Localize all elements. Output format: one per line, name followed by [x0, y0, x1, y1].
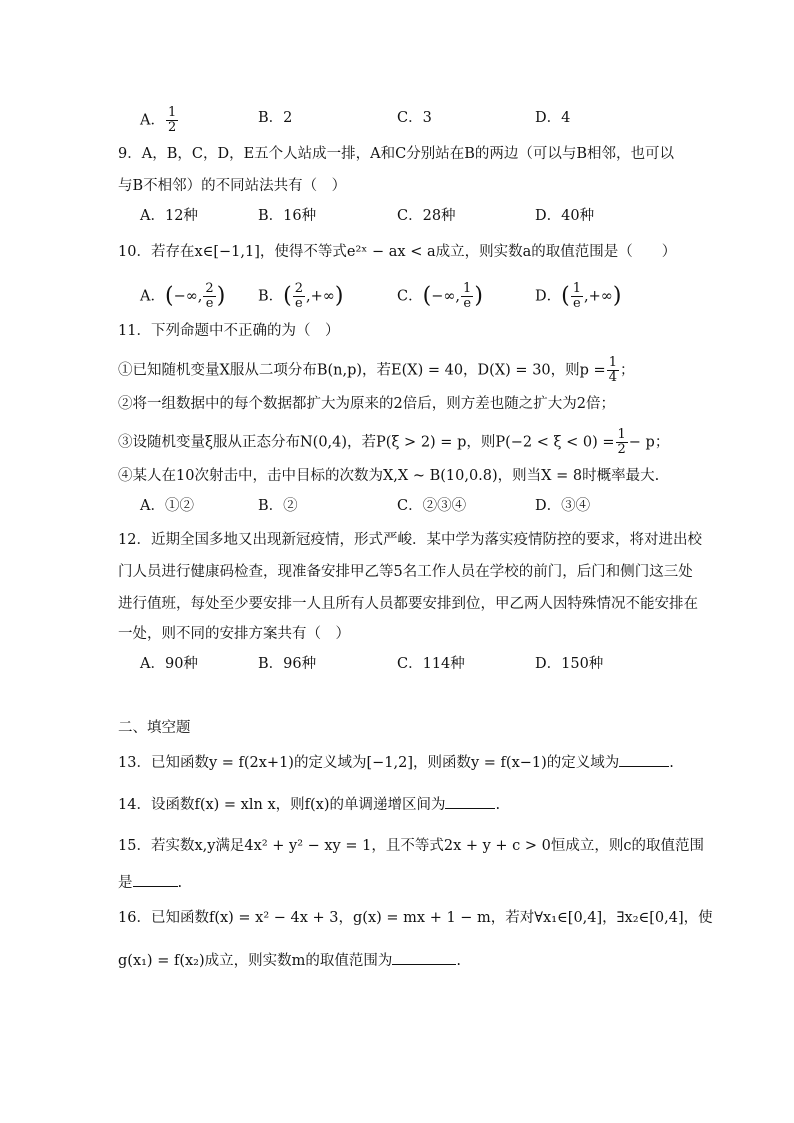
q11-statement-2: ②将一组数据中的每个数据都扩大为原来的2倍后，则方差也随之扩大为2倍； — [118, 396, 615, 412]
q10-option-b-fraction — [293, 282, 305, 311]
q14-answer-blank — [445, 794, 495, 809]
q12-option-d: D．150种 — [535, 656, 604, 672]
fraction-denominator: e — [463, 296, 472, 311]
q15-answer-blank — [133, 872, 178, 887]
q12-line-3: 进行值班，每处至少要安排一人且所有人员都要安排到位，甲乙两人因特殊情况不能安排在 — [118, 596, 698, 612]
q10-option-d-label: D． — [535, 288, 562, 305]
q16-line-2-text: g(x₁) = f(x₂)成立，则实数m的取值范围为 — [118, 953, 393, 969]
q10-option-c-fraction — [461, 282, 473, 311]
q16-end: . — [456, 953, 461, 969]
fraction-denominator: 2 — [167, 120, 177, 135]
q10-option-c — [397, 282, 483, 311]
q14-line — [118, 794, 500, 815]
q8-option-a-label: A． — [140, 112, 165, 129]
fraction-denominator: e — [295, 296, 303, 311]
q8-option-a-fraction — [166, 106, 178, 135]
q10-option-d-right: ,+∞ — [584, 288, 613, 305]
fraction-denominator: e — [573, 296, 581, 311]
q16-answer-blank — [392, 950, 456, 965]
paren-open: ( — [561, 283, 570, 309]
fraction-numerator: 1 — [463, 281, 472, 296]
q15-line-2-text: 是 — [118, 875, 133, 891]
paren-close: ) — [216, 283, 226, 309]
q11-option-a: A．①② — [140, 498, 194, 514]
q9-line-2: 与B不相邻）的不同站法共有（ ） — [118, 178, 347, 194]
q12-option-a: A．90种 — [140, 656, 198, 672]
q13-line — [118, 752, 674, 773]
q16-line-1: 16．已知函数f(x) = x² − 4x + 3，g(x) = mx + 1 − m，若对∀x₁∈[0,4]，∃x₂∈[0,4]，使 — [118, 910, 713, 926]
q10-option-b — [258, 282, 343, 311]
q12-line-1: 12．近期全国多地又出现新冠疫情，形式严峻．某中学为落实疫情防控的要求，将对进出校 — [118, 532, 702, 548]
q11-statement-1-text: ①已知随机变量X服从二项分布B(n,p)，若E(X) = 40，D(X) = 30，则p = — [118, 362, 606, 379]
q11-statement-1 — [118, 356, 634, 385]
q13-end: . — [669, 755, 674, 771]
q9-option-c: C．28种 — [397, 208, 456, 224]
q15-end: . — [177, 875, 183, 891]
paren-open: ( — [164, 283, 174, 309]
q16-line-2 — [118, 950, 461, 971]
section-heading: 二、填空题 — [118, 720, 191, 736]
q15-line-1: 15．若实数x,y满足4x² + y² − xy = 1，且不等式2x + y + c > 0恒成立，则c的取值范围 — [118, 838, 705, 854]
q10-option-a-label: A． — [140, 288, 165, 305]
paren-open: ( — [422, 283, 432, 309]
q11-statement-3 — [118, 428, 669, 457]
q10-option-d-fraction — [571, 282, 583, 311]
q11-statement-3-fraction — [616, 428, 628, 457]
paren-close: ) — [474, 283, 483, 309]
q13-text: 13．已知函数y = f(2x+1)的定义域为[−1,2]，则函数y = f(x−1)的定义域为 — [118, 755, 620, 771]
q14-end: . — [495, 797, 501, 813]
q8-option-a — [140, 106, 179, 135]
q11-statement-4: ④某人在10次射击中，击中目标的次数为X,X ~ B(10,0.8)，则当X = 8时概率最大. — [118, 468, 660, 484]
q9-option-b: B．16种 — [258, 208, 317, 224]
q10-option-a — [140, 282, 225, 311]
q9-option-a: A．12种 — [140, 208, 198, 224]
paren-close: ) — [334, 283, 344, 309]
q8-option-d: D．4 — [535, 110, 571, 126]
q9-line-1: 9．A，B，C，D，E五个人站成一排，A和C分别站在B的两边（可以与B相邻，也可以 — [118, 146, 675, 162]
fraction-numerator: 2 — [294, 281, 304, 296]
q9-option-d: D．40种 — [535, 208, 595, 224]
q14-text: 14．设函数f(x) = xln x，则f(x)的单调递增区间为 — [118, 797, 446, 813]
q11-statement-1-fraction — [607, 356, 619, 385]
q11-option-b: B．② — [258, 498, 298, 514]
q11-statement-1-end: ； — [619, 362, 635, 379]
q10-option-c-left: −∞, — [431, 288, 461, 305]
q12-option-c: C．114种 — [397, 656, 465, 672]
q10-option-d — [535, 282, 621, 311]
q11-statement-3-text: ③设随机变量ξ服从正态分布N(0,4)，若P(ξ > 2) = p，则P(−2 < ξ < 0) = — [118, 434, 615, 451]
q10-option-c-label: C． — [397, 288, 423, 305]
paren-close: ) — [612, 283, 622, 309]
fraction-denominator: e — [205, 296, 214, 311]
fraction-denominator: 4 — [608, 370, 617, 385]
paren-open: ( — [283, 283, 292, 309]
q11-line-1: 11．下列命题中不正确的为（ ） — [118, 323, 340, 339]
fraction-numerator: 1 — [167, 105, 177, 120]
q12-line-4: 一处，则不同的安排方案共有（ ） — [118, 626, 350, 642]
q15-line-2 — [118, 872, 182, 893]
fraction-numerator: 1 — [617, 427, 626, 442]
q10-option-a-left: −∞, — [173, 288, 203, 305]
q11-option-c: C．②③④ — [397, 498, 467, 514]
q11-statement-3-end: − p； — [628, 434, 670, 451]
q8-option-b: B．2 — [258, 110, 293, 126]
fraction-numerator: 1 — [608, 355, 617, 370]
q10-option-b-right: ,+∞ — [306, 288, 335, 305]
q8-option-c: C．3 — [397, 110, 432, 126]
fraction-numerator: 2 — [205, 281, 214, 296]
q10-option-b-label: B． — [258, 288, 284, 305]
fraction-denominator: 2 — [617, 442, 626, 457]
q10-option-a-fraction — [203, 282, 215, 311]
q11-option-d: D．③④ — [535, 498, 591, 514]
q12-line-2: 门人员进行健康码检查，现准备安排甲乙等5名工作人员在学校的前门，后门和侧门这三处 — [118, 564, 693, 580]
q12-option-b: B．96种 — [258, 656, 317, 672]
fraction-numerator: 1 — [572, 281, 582, 296]
q10-line-1: 10．若存在x∈[−1,1]，使得不等式e²ˣ − ax < a成立，则实数a的取值范围是（ ） — [118, 244, 677, 260]
q13-answer-blank — [619, 752, 669, 767]
